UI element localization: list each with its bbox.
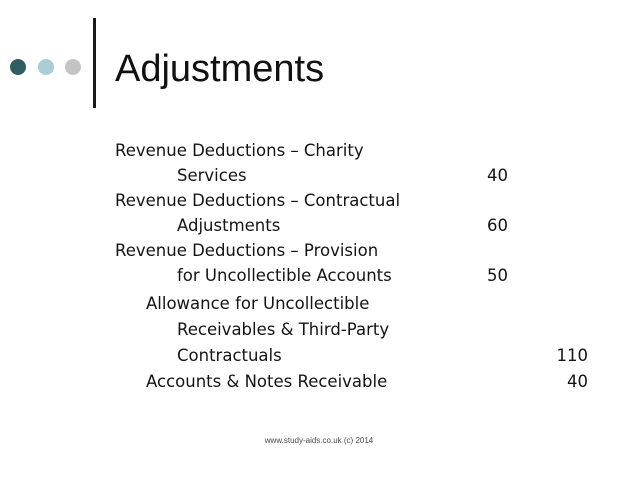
- entry-line: Accounts & Notes Receivable: [146, 372, 388, 391]
- entry-line: for Uncollectible Accounts: [177, 266, 392, 285]
- debit-amount: 40: [487, 166, 508, 185]
- credit-amount: 110: [556, 346, 588, 365]
- slide-footer: www.study-aids.co.uk (c) 2014: [264, 436, 374, 445]
- entry-line: Allowance for Uncollectible: [146, 294, 370, 313]
- bullet-dot-1: [10, 59, 26, 75]
- title-rule: [93, 18, 96, 108]
- entry-line: Adjustments: [177, 216, 281, 235]
- debit-amount: 50: [487, 266, 508, 285]
- credit-amount: 40: [567, 372, 588, 391]
- slide-title: Adjustments: [115, 48, 325, 90]
- entry-line: Revenue Deductions – Provision: [115, 241, 379, 260]
- debit-amount: 60: [487, 216, 508, 235]
- entry-line: Contractuals: [177, 346, 282, 365]
- entry-line: Services: [177, 166, 247, 185]
- bullet-dot-3: [65, 59, 81, 75]
- entry-line: Revenue Deductions – Contractual: [115, 191, 401, 210]
- bullet-dot-2: [38, 59, 54, 75]
- entry-line: Receivables & Third-Party: [177, 320, 390, 339]
- entry-line: Revenue Deductions – Charity: [115, 141, 364, 160]
